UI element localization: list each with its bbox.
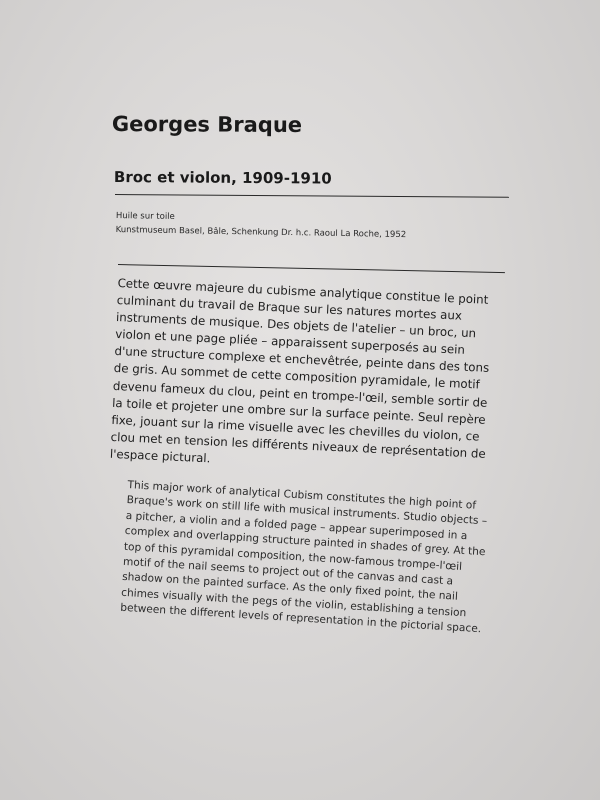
description-french: Cette œuvre majeure du cubisme analytique constitue le point culminant du travail de Braque sur les natures mortes aux instruments de musique. Des objets de l'atelier – un broc, un violon et une page pliée – apparaissent superposés au sein d'une structure complexe et enchevêtrée, peinte dans des tons de gris. Au sommet de cette composition pyramidale, le motif devenu fameux du clou, peint en trompe-l'œil, semble sortir de la toile et projeter une ombre sur la surface peinte. Seul repère fixe, jouant sur la rime visuelle avec les chevilles du violon, ce clou met en tension les différents niveaux de représentation de l'espace pictural. — [109, 275, 490, 466]
artwork-details — [116, 209, 407, 242]
description-english: This major work of analytical Cubism constitutes the high point of Braque's work on still life with musical instruments. Studio objects – a pitcher, a violin and a folded page – appear superimposed in a complex and overlapping structure painted in shades of grey. At the top of this pyramidal composition, the now-famous trompe-l'œil motif of the nail seems to project out of the canvas and cast a shadow on the painted surface. As the only fixed point, the nail chimes visually with the pegs of the violin, establishing a tension between the different levels of representation in the pictorial space. — [119, 478, 488, 636]
divider-bottom — [118, 264, 505, 273]
artist-name: Georges Braque — [111, 112, 303, 137]
artwork-medium: Huile sur toile — [115, 210, 175, 223]
artwork-title: Broc et violon, 1909-1910 — [113, 168, 332, 188]
divider-top — [115, 194, 509, 198]
artwork-collection: Kunstmuseum Basel, Bâle, Schenkung Dr. h.c. Raoul La Roche, 1952 — [115, 224, 407, 241]
